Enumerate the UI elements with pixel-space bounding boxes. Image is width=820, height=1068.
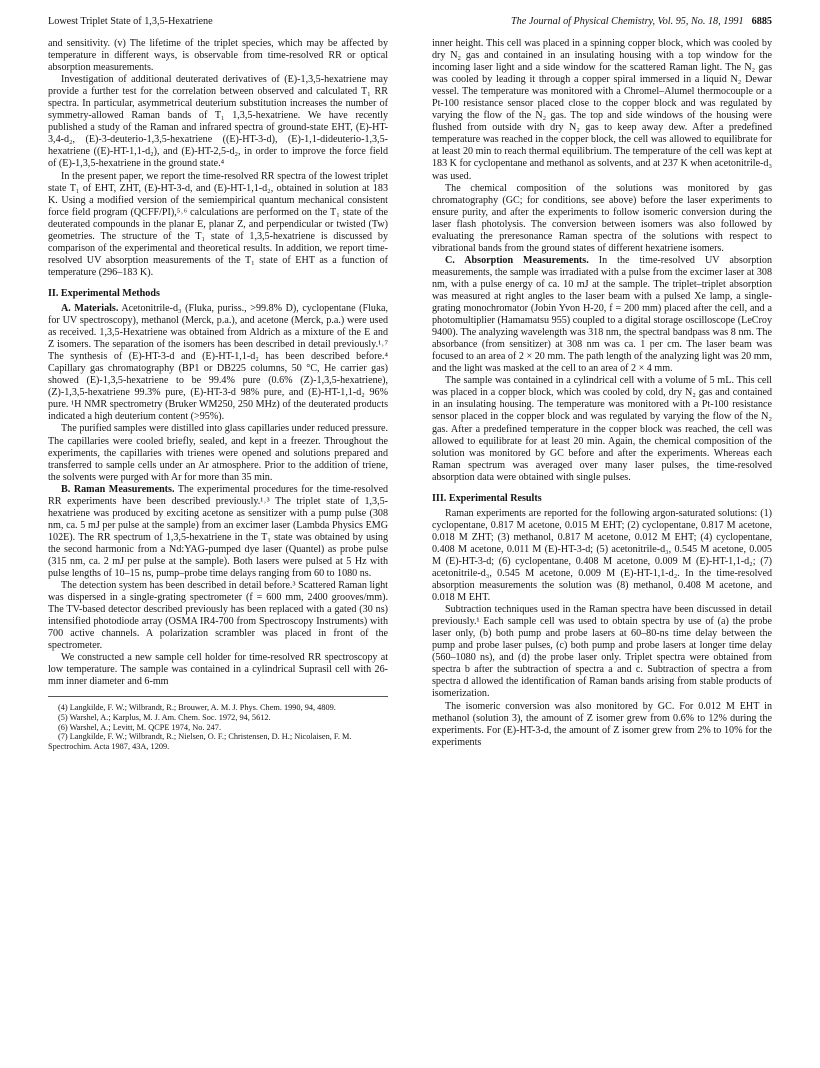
paragraph-text: Acetonitrile-d₃ (Fluka, puriss., >99.8% D), cyclopentane (Fluka, for UV spectroscopy), methanol (Merck, p.a.), and acetone (Merck, p.a.) were used as received. 1,3,5-Hexatriene was obtained from Aldrich as a mixture of the E and Z isomers. The separation of the isomers has been described in detail previously.¹˒⁷ The synthesis of (E)-HT-3-d and (E)-HT-1,1-d₂ has been described before.⁴ Capillary gas chromatography (BP1 or DB225 columns, 50 °C, He carrier gas) showed (E)-1,3,5-hexatriene to be 99.4% pure (0.6% (Z)-1,3,5-hexatriene), (Z)-1,3,5-hexatriene 99.3% pure, (E)-HT-3-d 98% pure, and (E)-HT-1,1-d₂ 96% pure. ¹H NMR spectrometry (Bruker WM250, 250 MHz) of the deuterated products indicated a high deuterium content (>95%). bbox=[48, 302, 388, 423]
page-number: 6885 bbox=[751, 16, 772, 27]
paragraph: The purified samples were distilled into glass capillaries under reduced pressure. The capillaries were cooled briefly, sealed, and kept in a freezer. Throughout the experiments, the capillaries with trienes were opened and solutions prepared and transferred to sample cells under an Ar atmosphere. Prior to the addition of triene, the solvents were purged with Ar for more than 35 min. bbox=[48, 423, 388, 483]
paragraph: inner height. This cell was placed in a spinning copper block, which was cooled by dry N₂ gas and contained in an insulating housing with a top window for the incoming laser light and a side window for the scattered Raman light. The N₂ gas was cooled by leading it through a copper spiral immersed in a liquid N₂ Dewar vessel. The temperature was monitored with a Chromel–Alumel thermocouple or a Pt-100 resistance sensor placed close to the copper block and was regulated by varying the flow of the N₂ gas. The top and side windows of the housing were flushed from outside with dry N₂ gas to keep away dew. After a predefined temperature was reached in the copper block, the cell was allowed to equilibrate for at least 20 min to reach thermal equilibrium. The temperature of the cell was kept at 183 K for cyclopentane and methanol as solvents, and at 237 K when acetonitrile-d₃ was used. bbox=[432, 38, 772, 182]
running-header bbox=[48, 14, 772, 30]
footnote: (7) Langkilde, F. W.; Wilbrandt, R.; Nielsen, O. F.; Christensen, D. H.; Nicolaisen, F. M. Spectrochim. Acta 1987, 43A, 1209. bbox=[48, 732, 352, 751]
subsection-label: C. Absorption Measurements. bbox=[445, 254, 589, 266]
section-heading: II. Experimental Methods bbox=[48, 287, 160, 299]
paragraph-raman bbox=[48, 484, 388, 580]
journal-name: The Journal of Physical Chemistry, Vol. 95, No. 18, 1991 bbox=[511, 16, 744, 27]
paragraph-text: In the time-resolved UV absorption measurements, the sample was irradiated with a pulse from the excimer laser at 308 nm, with a pulse energy of ca. 10 mJ at the sample. The triplet–triplet absorption was measured at right angles to the laser beam with a pulsed Xe lamp, a single-grating monochromator (Jobin Yvon H-20, f = 200 mm) placed after the cell, and a photomultiplier (Hamamatsu 955) coupled to a digital storage oscilloscope (LeCroy 9400). The analyzing wavelength was 318 nm, the spectral bandpass was 8 nm. The absorbance (from sensitizer) at 308 nm was ca. 1 per cm. The laser beam was focused to an area of 2 × 20 mm. The path length of the analyzing light was 20 mm, and the light was masked at the cell to an area of 2 × 4 mm. bbox=[432, 254, 772, 375]
paragraph: In the present paper, we report the time-resolved RR spectra of the lowest triplet state T₁ of EHT, ZHT, (E)-HT-3-d, and (E)-HT-1,1-d₂, obtained in solution at 183 K. Using a modified version of the semiempirical quantum mechanical consistent force field program (QCFF/PI),⁵˒⁶ calculations are performed on the T₁ state of the deuterated compounds in the planar E, planar Z, and perpendicular or twisted (Tw) geometries. The structure of the T₁ state of 1,3,5-hexatriene is discussed by comparison of the experimental and theoretical results. In addition, we report time-resolved UV absorption measurements of the T₁ state of EHT as a function of temperature (296–183 K). bbox=[48, 170, 388, 278]
paragraph: The detection system has been described in detail before.³ Scattered Raman light was dispersed in a single-grating spectrometer (f = 600 mm, 2400 grooves/mm). The TV-based detector described previously has been replaced with a gated (30 ns) intensified photodiode array (OSMA IR4-700 from Spectroscopy Instruments) with 700 active channels. A polarization scrambler was placed in front of the spectrometer. bbox=[48, 580, 388, 652]
paragraph: We constructed a new sample cell holder for time-resolved RR spectroscopy at low temperature. The sample was contained in a cylindrical Suprasil cell with 26-mm inner diameter and 6-mm bbox=[48, 652, 388, 688]
paragraph: Investigation of additional deuterated derivatives of (E)-1,3,5-hexatriene may provide a further test for the correlation between observed and calculated T₁ RR spectra. In particular, asymmetrical deuterium substitution increases the number of symmetry-allowed Raman bands of T₁ 1,3,5-hexatriene. We have recently published a study of the Raman and infrared spectra of ground-state EHT, (E)-HT-3,4-d₂, (E)-3-deuterio-1,3,5-hexatriene ((E)-HT-3-d), (E)-1,1-dideuterio-1,3,5-hexatriene ((E)-HT-1,1-d₂), and (E)-HT-2,5-d₂, in order to improve the force field of (E)-1,3,5-hexatriene in the ground state.⁴ bbox=[48, 74, 388, 170]
paragraph: The chemical composition of the solutions was monitored by gas chromatography (GC; for conditions, see above) before the laser experiments to ensure purity, and after the experiments to follow isomeric conversion during the laser flash photolysis. The conversion between isomers was also followed by evaluating the preresonance Raman spectra of the solutions with respect to vibrational bands from the ground states of different hexatriene isomers. bbox=[432, 182, 772, 254]
paragraph: Raman experiments are reported for the following argon-saturated solutions: (1) cyclopentane, 0.817 M acetone, 0.015 M EHT; (2) cyclopentane, 0.817 M acetone, 0.018 M ZHT; (3) methanol, 0.817 M acetone, 0.012 M EHT; (4) cyclopentane, 0.408 M acetone, 0.011 M (E)-HT-3-d; (5) acetonitrile-d₃, 0.545 M acetone, 0.005 M (E)-HT-3-d; (6) cyclopentane, 0.408 M acetone, 0.009 M (E)-HT-1,1-d₂; (7) acetonitrile-d₃, 0.545 M acetone, 0.009 M (E)-HT-1,1-d₂. In the time-resolved absorption measurements the solution was (8) methanol, 0.408 M acetone, and 0.018 M EHT. bbox=[432, 507, 772, 604]
journal-citation bbox=[511, 14, 772, 30]
subsection-label: A. Materials. bbox=[61, 302, 119, 314]
section-heading: III. Experimental Results bbox=[432, 492, 542, 504]
subsection-label: B. Raman Measurements. bbox=[61, 483, 175, 495]
paragraph: and sensitivity. (v) The lifetime of the triplet species, which may be affected by temperature in different ways, is observable from time-resolved RR or optical absorption measurements. bbox=[48, 38, 388, 74]
footnotes bbox=[48, 696, 388, 751]
paragraph-text: The experimental procedures for the time-resolved RR experiments have been described previously.¹˒³ The triplet state of 1,3,5-hexatriene was produced by exciting acetone as sensitizer with a pump pulse (308 nm, ca. 5 mJ per pulse at the sample) from an excimer laser (Lambda Physics EMG 102E). The RR spectrum of 1,3,5-hexatriene in the T₁ state was obtained by using the second harmonic from a Nd:YAG-pumped dye laser (Quantel) as probe pulse (315 nm, ca. 2 mJ per pulse at the sample). Both lasers were pulsed at 5 Hz with pulse lengths of 10–15 ns, pump–probe time delays ranging from 60 to 1080 ns. bbox=[48, 483, 388, 580]
left-column bbox=[48, 38, 388, 1048]
paragraph: The isomeric conversion was also monitored by GC. For 0.012 M EHT in methanol (solution 3), the amount of Z isomer grew from 0.6% to 12% during the experiments. For (E)-HT-3-d, the amount of Z isomer grew from 2% to 10% for the experiments bbox=[432, 700, 772, 748]
paragraph: Subtraction techniques used in the Raman spectra have been discussed in detail previously.¹ Each sample cell was used to obtain spectra by use of (a) the probe laser only, (b) both pump and probe lasers at 60–80-ns time delay between the pump and probe laser pulses, (c) both pump and probe lasers at longer time delay (560–1080 ns), and (d) the probe laser only. Triplet spectra were obtained from spectra b after the subtraction of spectra a and c. Subtraction of spectra a from spectra d allowed the identification of Raman bands arising from stable products of isomerization. bbox=[432, 604, 772, 700]
running-title: Lowest Triplet State of 1,3,5-Hexatriene bbox=[48, 16, 213, 27]
paragraph: The sample was contained in a cylindrical cell with a volume of 5 mL. This cell was placed in a copper block, which was cooled by cold, dry N₂ gas and contained in an insulating housing. The temperature was monitored with a Pt-100 resistance sensor placed in the copper block and was regulated by varying the flow of the N₂ gas. After a predefined temperature in the copper block was reached, the cell was allowed to equilibrate for at least 20 min. Again, the chemical composition of the solution was monitored by GC before and after the experiments. Whereas each Raman spectrum was averaged over many laser pulses, the time-resolved absorption data were obtained with single pulses. bbox=[432, 375, 772, 483]
footnote: (5) Warshel, A.; Karplus, M. J. Am. Chem. Soc. 1972, 94, 5612. bbox=[58, 713, 271, 723]
paragraph-materials bbox=[48, 303, 388, 423]
right-column bbox=[432, 38, 772, 1048]
paragraph-absorption bbox=[432, 255, 772, 375]
footnote: (6) Warshel, A.; Levitt, M. QCPE 1974, No. 247. bbox=[58, 722, 222, 732]
footnote: (4) Langkilde, F. W.; Wilbrandt, R.; Brouwer, A. M. J. Phys. Chem. 1990, 94, 4809. bbox=[58, 703, 336, 713]
